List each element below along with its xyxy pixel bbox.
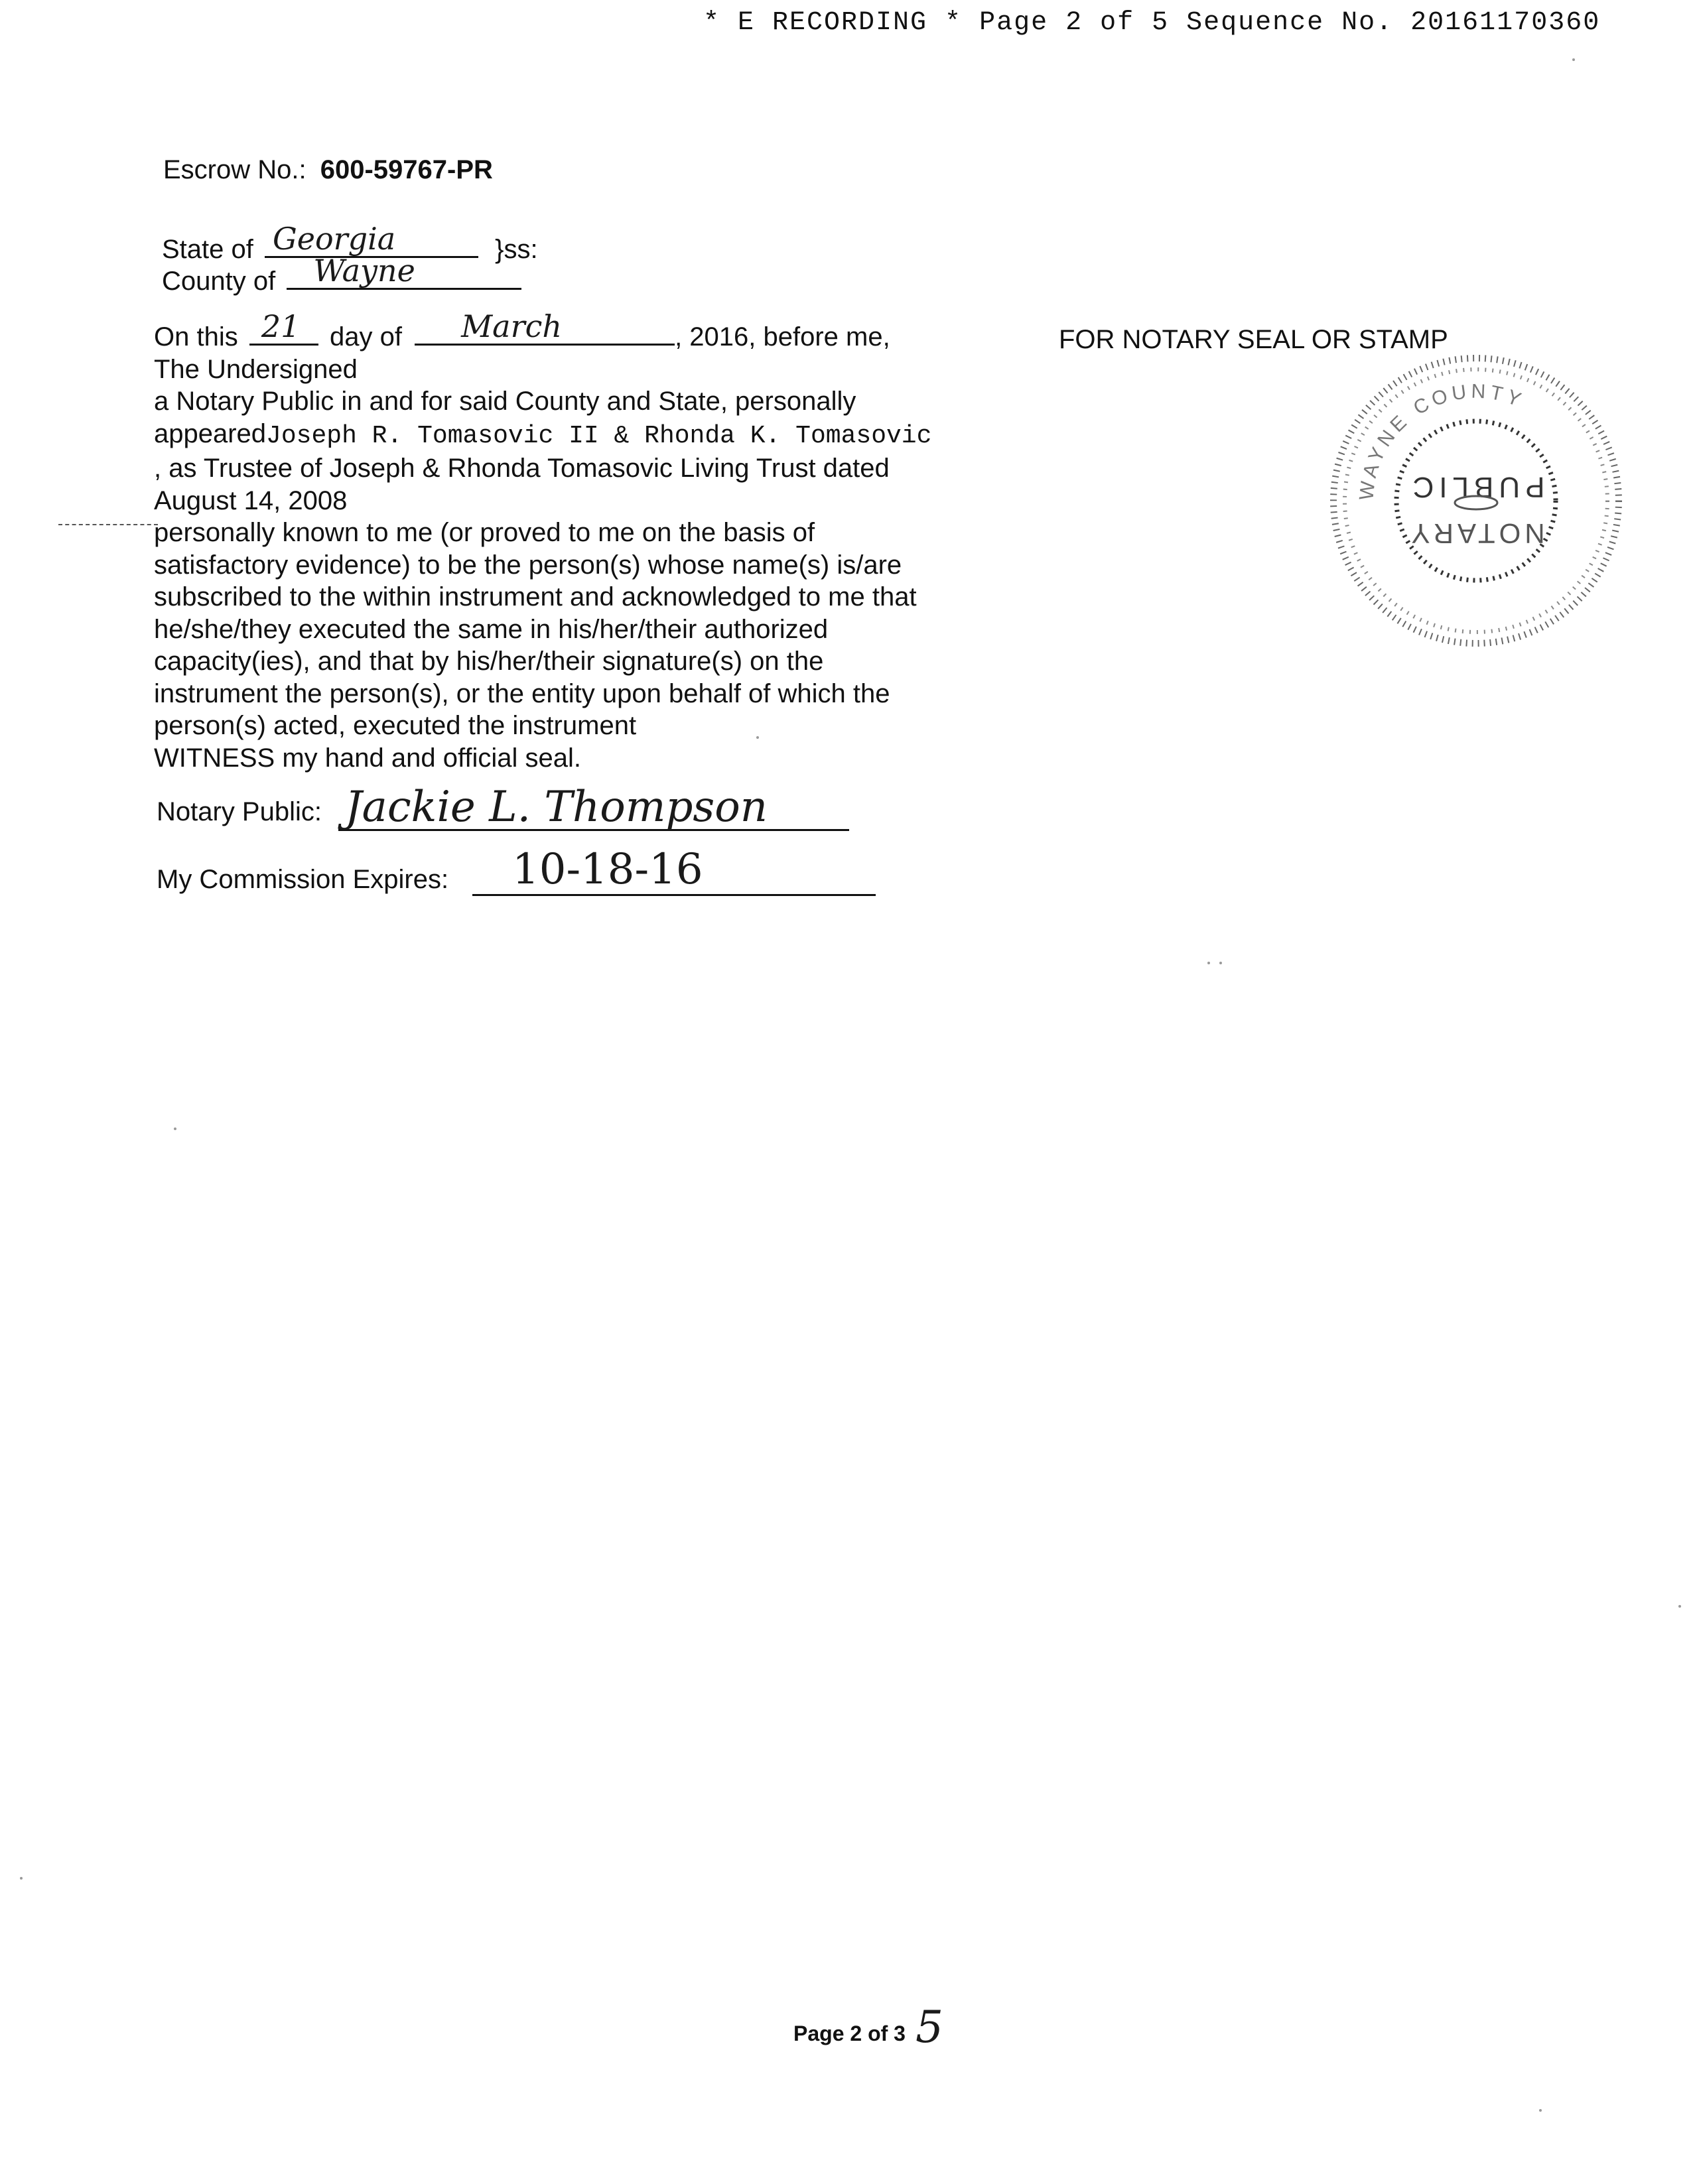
state-label: State of [162,235,253,264]
ack-line-10: he/she/they executed the same in his/her/their authorized [154,614,829,644]
ack-line-7: personally known to me (or proved to me on the basis of [154,518,815,547]
handwritten-page-total: 5 [915,2002,943,2053]
scan-speck [174,1127,176,1130]
commission-date: 10-18-16 [512,845,703,894]
escrow-label: Escrow No.: [163,155,306,184]
scan-speck [1678,1605,1681,1608]
ss-label: }ss: [495,235,538,264]
stamp-county-text: WAYNE COUNTY [1355,380,1528,501]
scan-speck [1539,2109,1542,2112]
scan-artifact-dash [58,524,158,525]
year-text: , 2016, before me, [675,322,890,352]
escrow-line [163,154,493,186]
state-handwritten: Georgia [273,221,396,257]
scan-speck [1572,58,1575,61]
ack-line-13: person(s) acted, executed the instrument [154,711,637,740]
appeared-text: appeared [154,418,267,448]
notary-signature: Jackie L. Thompson [345,783,768,832]
ack-line-6: August 14, 2008 [154,485,348,515]
day-of-text: day of [329,322,402,352]
county-blank [287,253,521,290]
on-this-text: On this [154,322,238,352]
month-blank [415,308,675,346]
ack-line-1 [154,308,1069,353]
commission-line [472,894,876,896]
stamp-middle-text: NOTARY [1407,518,1545,549]
ack-line-9: subscribed to the within instrument and acknowledged to me that [154,582,917,611]
notary-stamp-icon [1320,345,1632,657]
day-blank [249,308,318,346]
ack-line-3: a Notary Public in and for said County and State, personally [154,387,856,416]
scan-speck [1207,962,1210,964]
notary-public-label: Notary Public: [157,797,322,826]
stamp-top-text: PUBLIC [1407,471,1545,503]
scan-speck [756,736,759,739]
ack-line-5: , as Trustee of Joseph & Rhonda Tomasovic Living Trust dated [154,454,890,483]
recording-header: * E RECORDING * Page 2 of 5 Sequence No. 20161170360 [703,8,1601,38]
county-handwritten: Wayne [313,253,415,289]
ack-line-11: capacity(ies), and that by his/her/their signature(s) on the [154,647,824,676]
acknowledgment-paragraph [154,308,1069,774]
day-handwritten: 21 [261,308,301,344]
ack-line-12: instrument the person(s), or the entity upon behalf of which the [154,678,890,708]
scan-speck [20,1877,23,1880]
ack-line-8: satisfactory evidence) to be the person(s) whose name(s) is/are [154,550,902,580]
ack-line-4 [154,418,1069,453]
ack-line-2: The Undersigned [154,354,358,384]
commission-label: My Commission Expires: [157,865,449,894]
county-label: County of [162,267,276,296]
appearing-parties: Joseph R. Tomasovic II & Rhonda K. Tomasovic [266,421,932,450]
month-handwritten: March [461,308,562,344]
scan-speck [1219,962,1222,964]
seal-label: FOR NOTARY SEAL OR STAMP [1059,325,1448,354]
ack-line-14: WITNESS my hand and official seal. [154,743,581,773]
page-number: Page 2 of 3 [793,2022,906,2045]
county-line [162,253,521,297]
escrow-number: 600-59767-PR [320,155,493,184]
